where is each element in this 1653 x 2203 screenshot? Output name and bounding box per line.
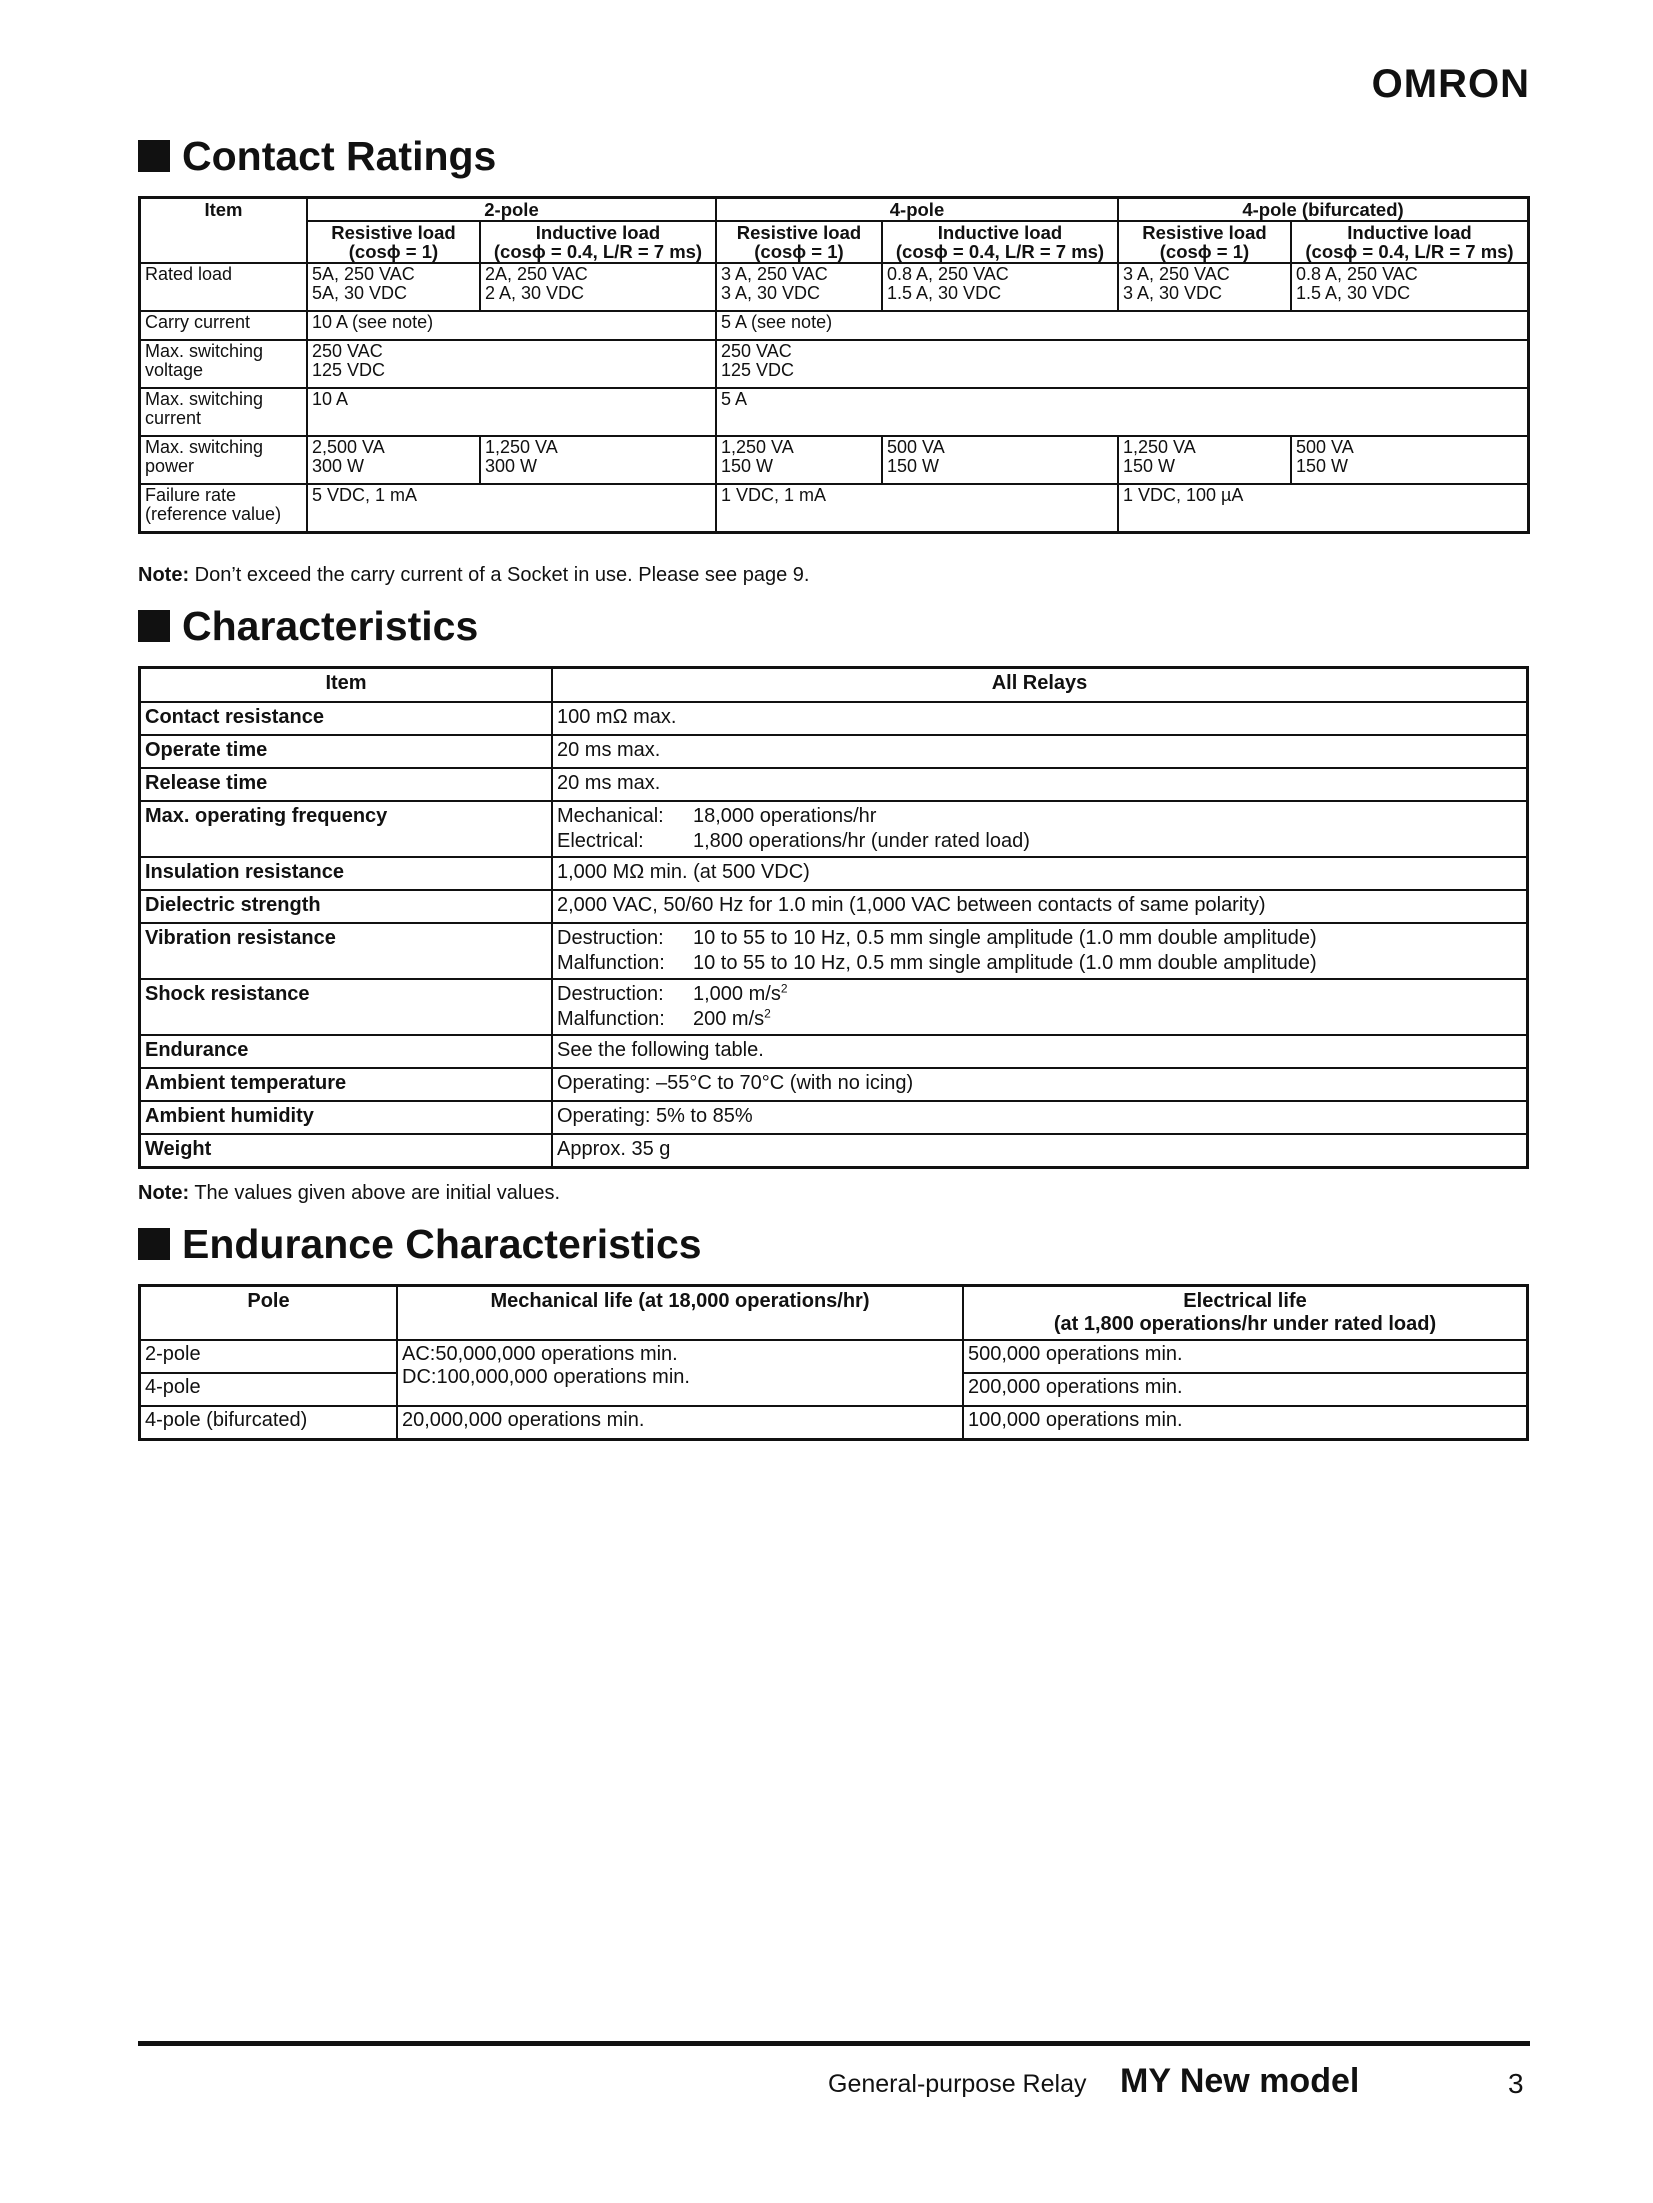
cell: 200,000 operations min. bbox=[963, 1373, 1528, 1406]
table-row bbox=[140, 340, 1529, 388]
cell: 0.8 A, 250 VAC 1.5 A, 30 VDC bbox=[882, 263, 1118, 311]
cell: 1,250 VA 150 W bbox=[716, 436, 882, 484]
cell: 250 VAC 125 VDC bbox=[307, 340, 716, 388]
characteristics-note: Note: The values given above are initial values. bbox=[138, 1182, 561, 1204]
col-item: Item bbox=[140, 668, 553, 703]
col-2-pole: 2-pole bbox=[307, 198, 716, 222]
cell: See the following table. bbox=[552, 1035, 1528, 1068]
endurance-title: Endurance Characteristics bbox=[182, 1220, 702, 1267]
col-resistive: Resistive load (cosϕ = 1) bbox=[307, 221, 480, 263]
table-row bbox=[140, 1035, 1528, 1068]
page-number: 3 bbox=[1508, 2068, 1524, 2099]
cell: 5 VDC, 1 mA bbox=[307, 484, 716, 533]
row-label: Ambient temperature bbox=[140, 1068, 553, 1101]
table-row bbox=[140, 436, 1529, 484]
row-label: Max. switching voltage bbox=[140, 340, 308, 388]
cell: 1 VDC, 100 µA bbox=[1118, 484, 1529, 533]
cell: 5 A bbox=[716, 388, 1529, 436]
table-row bbox=[140, 890, 1528, 923]
col-all-relays: All Relays bbox=[552, 668, 1528, 703]
cell: 20 ms max. bbox=[552, 768, 1528, 801]
table-row bbox=[140, 311, 1529, 340]
row-label: Release time bbox=[140, 768, 553, 801]
cell: 1,250 VA 150 W bbox=[1118, 436, 1291, 484]
row-label: Max. switching current bbox=[140, 388, 308, 436]
row-label: Dielectric strength bbox=[140, 890, 553, 923]
section-square-icon bbox=[138, 140, 170, 172]
cell: 2A, 250 VAC 2 A, 30 VDC bbox=[480, 263, 716, 311]
footer-category: General-purpose Relay bbox=[828, 2070, 1087, 2098]
col-4-pole: 4-pole bbox=[716, 198, 1118, 222]
row-label: Max. switching power bbox=[140, 436, 308, 484]
row-label: Ambient humidity bbox=[140, 1101, 553, 1134]
cell: 1,000 MΩ min. (at 500 VDC) bbox=[552, 857, 1528, 890]
endurance-table bbox=[138, 1284, 1529, 1441]
col-inductive: Inductive load (cosϕ = 0.4, L/R = 7 ms) bbox=[882, 221, 1118, 263]
cell: 5A, 250 VAC 5A, 30 VDC bbox=[307, 263, 480, 311]
col-pole: Pole bbox=[140, 1286, 398, 1341]
col-resistive: Resistive load (cosϕ = 1) bbox=[716, 221, 882, 263]
cell: 2,500 VA 300 W bbox=[307, 436, 480, 484]
table-row bbox=[140, 979, 1528, 1035]
cell: 0.8 A, 250 VAC 1.5 A, 30 VDC bbox=[1291, 263, 1529, 311]
table-row bbox=[140, 857, 1528, 890]
row-label: Endurance bbox=[140, 1035, 553, 1068]
table-row bbox=[140, 1340, 1528, 1373]
cell: 10 A bbox=[307, 388, 716, 436]
cell: AC:50,000,000 operations min. DC:100,000,000 operations min. bbox=[397, 1340, 963, 1406]
table-row bbox=[140, 388, 1529, 436]
cell: 3 A, 250 VAC 3 A, 30 VDC bbox=[716, 263, 882, 311]
table-row bbox=[140, 735, 1528, 768]
table-row bbox=[140, 923, 1528, 979]
contact-ratings-title: Contact Ratings bbox=[182, 132, 497, 179]
characteristics-heading bbox=[138, 596, 478, 656]
table-row bbox=[140, 1101, 1528, 1134]
contact-ratings-heading bbox=[138, 126, 496, 186]
cell: 2,000 VAC, 50/60 Hz for 1.0 min (1,000 VAC between contacts of same polarity) bbox=[552, 890, 1528, 923]
table-row bbox=[140, 1134, 1528, 1168]
col-electrical-life: Electrical life (at 1,800 operations/hr under rated load) bbox=[963, 1286, 1528, 1341]
cell: Approx. 35 g bbox=[552, 1134, 1528, 1168]
col-mechanical-life: Mechanical life (at 18,000 operations/hr) bbox=[397, 1286, 963, 1341]
cell: 500 VA 150 W bbox=[882, 436, 1118, 484]
contact-note: Note: Don’t exceed the carry current of a Socket in use. Please see page 9. bbox=[138, 564, 810, 586]
cell: 250 VAC 125 VDC bbox=[716, 340, 1529, 388]
table-row bbox=[140, 1406, 1528, 1440]
row-label: Operate time bbox=[140, 735, 553, 768]
table-row bbox=[140, 263, 1529, 311]
row-label: Insulation resistance bbox=[140, 857, 553, 890]
section-square-icon bbox=[138, 1228, 170, 1260]
characteristics-table bbox=[138, 666, 1529, 1169]
cell: 20 ms max. bbox=[552, 735, 1528, 768]
col-inductive: Inductive load (cosϕ = 0.4, L/R = 7 ms) bbox=[1291, 221, 1529, 263]
cell: Mechanical: 18,000 operations/hr Electrical: 1,800 operations/hr (under rated load) bbox=[552, 801, 1528, 857]
cell: 4-pole (bifurcated) bbox=[140, 1406, 398, 1440]
table-row bbox=[140, 702, 1528, 735]
cell: 100,000 operations min. bbox=[963, 1406, 1528, 1440]
cell: 500 VA 150 W bbox=[1291, 436, 1529, 484]
cell: Operating: –55°C to 70°C (with no icing) bbox=[552, 1068, 1528, 1101]
col-4-pole-bifurcated: 4-pole (bifurcated) bbox=[1118, 198, 1529, 222]
row-label: Weight bbox=[140, 1134, 553, 1168]
row-label: Rated load bbox=[140, 263, 308, 311]
table-row bbox=[140, 484, 1529, 533]
col-inductive: Inductive load (cosϕ = 0.4, L/R = 7 ms) bbox=[480, 221, 716, 263]
characteristics-title: Characteristics bbox=[182, 602, 479, 649]
cell: 20,000,000 operations min. bbox=[397, 1406, 963, 1440]
col-item: Item bbox=[140, 198, 308, 264]
row-label: Vibration resistance bbox=[140, 923, 553, 979]
cell: 500,000 operations min. bbox=[963, 1340, 1528, 1373]
endurance-heading bbox=[138, 1214, 702, 1274]
cell: 1 VDC, 1 mA bbox=[716, 484, 1118, 533]
cell: 3 A, 250 VAC 3 A, 30 VDC bbox=[1118, 263, 1291, 311]
row-label: Shock resistance bbox=[140, 979, 553, 1035]
footer-model: MY New model bbox=[1120, 2062, 1360, 2100]
omron-logo: OMRON bbox=[1371, 62, 1530, 106]
row-label: Carry current bbox=[140, 311, 308, 340]
cell: 1,250 VA 300 W bbox=[480, 436, 716, 484]
cell: Destruction: 10 to 55 to 10 Hz, 0.5 mm single amplitude (1.0 mm double amplitude) Malfunction: 10 to 55 to 10 Hz, 0.5 mm single amplitude (1.0 mm double amplitude) bbox=[552, 923, 1528, 979]
cell: 5 A (see note) bbox=[716, 311, 1529, 340]
cell: 100 mΩ max. bbox=[552, 702, 1528, 735]
table-row bbox=[140, 801, 1528, 857]
table-row bbox=[140, 768, 1528, 801]
cell: 2-pole bbox=[140, 1340, 398, 1373]
section-square-icon bbox=[138, 610, 170, 642]
footer-rule bbox=[138, 2041, 1530, 2046]
row-label: Max. operating frequency bbox=[140, 801, 553, 857]
row-label: Failure rate (reference value) bbox=[140, 484, 308, 533]
col-resistive: Resistive load (cosϕ = 1) bbox=[1118, 221, 1291, 263]
cell: Operating: 5% to 85% bbox=[552, 1101, 1528, 1134]
row-label: Contact resistance bbox=[140, 702, 553, 735]
contact-ratings-table bbox=[138, 196, 1530, 534]
cell: Destruction: 1,000 $m/s^2$ Malfunction: 200 $m/s^2$ bbox=[552, 979, 1528, 1035]
cell: 4-pole bbox=[140, 1373, 398, 1406]
cell: 10 A (see note) bbox=[307, 311, 716, 340]
table-row bbox=[140, 1068, 1528, 1101]
